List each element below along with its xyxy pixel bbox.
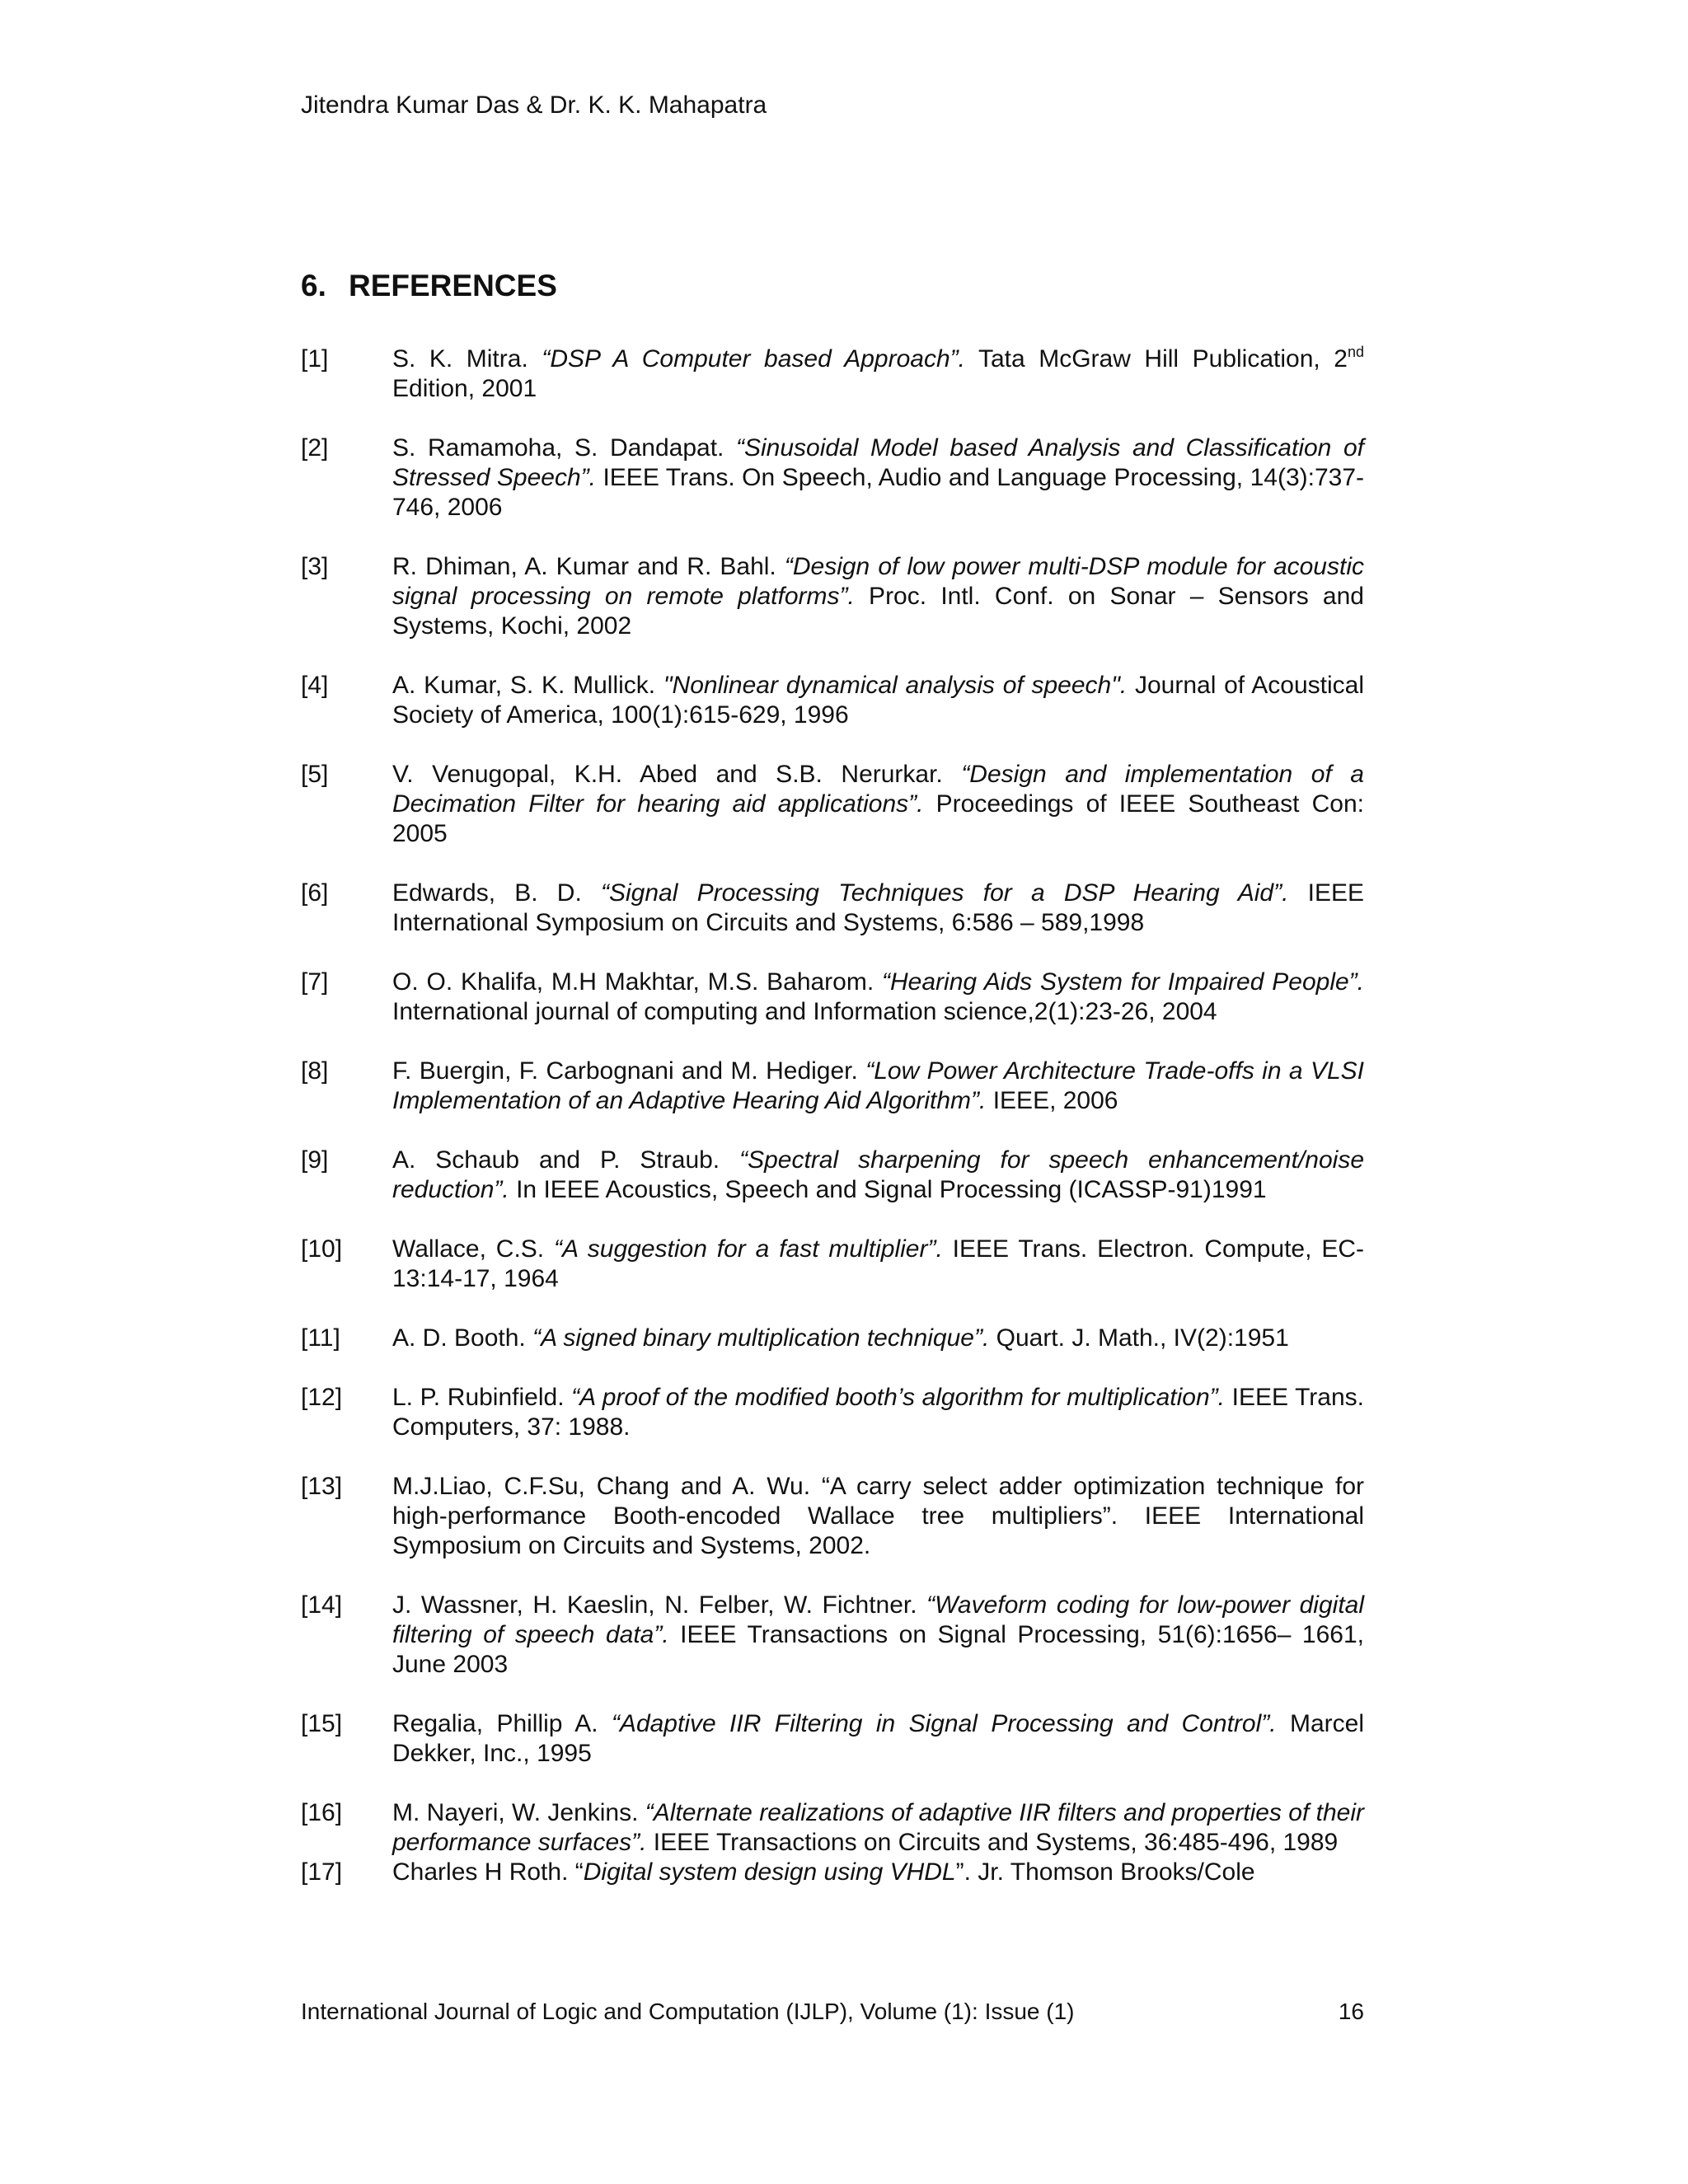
reference-text	[392, 1057, 1364, 1114]
reference-source: IEEE Trans. On Speech, Audio and Language Processing, 14(3):737- 746, 2006	[392, 464, 1365, 521]
reference-authors: Regalia, Phillip A.	[392, 1710, 612, 1737]
reference-source: IEEE International Symposium on Circuits and Systems, 6:586 – 589,1998	[392, 879, 1365, 936]
reference-item	[301, 1591, 1364, 1680]
reference-authors: L. P. Rubinfield.	[392, 1384, 572, 1411]
reference-source: Proceedings of IEEE Southeast Con: 2005	[392, 790, 1364, 847]
reference-label: [8]	[301, 1057, 329, 1085]
reference-text	[392, 1799, 1364, 1856]
reference-item	[301, 1383, 1364, 1442]
reference-source: Tata McGraw Hill Publication, 2	[964, 345, 1348, 373]
reference-authors: A. Schaub and P. Straub.	[392, 1146, 740, 1174]
reference-text	[392, 761, 1364, 847]
reference-label: [14]	[301, 1591, 343, 1619]
reference-text	[392, 1324, 1289, 1352]
reference-source: IEEE Trans. Computers, 37: 1988.	[392, 1384, 1364, 1441]
reference-title: “Spectral sharpening for speech enhancement/noise reduction”.	[392, 1146, 1365, 1203]
reference-title: “A suggestion for a fast multiplier”.	[554, 1235, 943, 1263]
reference-label: [4]	[301, 672, 329, 699]
reference-title: “A signed binary multiplication technique”.	[532, 1324, 990, 1352]
reference-title: “Design of low power multi-DSP module for acoustic signal processing on remote platforms”.	[392, 553, 1364, 610]
reference-title: "Nonlinear dynamical analysis of speech".	[663, 672, 1128, 699]
reference-authors: M. Nayeri, W. Jenkins.	[392, 1799, 645, 1826]
reference-source: IEEE Trans. Electron. Compute, EC-13:14-17, 1964	[392, 1235, 1364, 1292]
section-heading	[301, 268, 557, 304]
reference-source-continued: Edition, 2001	[392, 375, 537, 402]
reference-title: “Signal Processing Techniques for a DSP Hearing Aid”.	[601, 879, 1289, 907]
reference-source: Quart. J. Math., IV(2):1951	[989, 1324, 1289, 1352]
reference-label: [1]	[301, 345, 329, 373]
reference-title: “Design and implementation of a Decimation Filter for hearing aid applications”.	[392, 761, 1364, 818]
reference-source: Journal of Acoustical Society of America, 100(1):615-629, 1996	[392, 672, 1364, 729]
reference-label: [7]	[301, 968, 329, 996]
page-number: 16	[1338, 1999, 1364, 2024]
section-number: 6.	[301, 269, 326, 302]
reference-text	[392, 1858, 1255, 1886]
reference-label: [2]	[301, 434, 329, 462]
reference-item	[301, 1324, 1364, 1353]
reference-authors: S. K. Mitra.	[392, 345, 542, 373]
reference-item	[301, 552, 1364, 641]
reference-text	[392, 434, 1364, 521]
reference-title: Digital system design using VHDL	[583, 1858, 956, 1886]
reference-source: International journal of computing and Information science,2(1):23-26, 2004	[392, 998, 1217, 1025]
reference-item	[301, 1709, 1364, 1769]
reference-item	[301, 879, 1364, 938]
reference-text	[392, 1710, 1364, 1767]
reference-source: ”. Jr. Thomson Brooks/Cole	[955, 1858, 1255, 1886]
reference-title: “Adaptive IIR Filtering in Signal Processing and Control”.	[611, 1710, 1277, 1737]
reference-label: [12]	[301, 1384, 343, 1411]
reference-item	[301, 1146, 1364, 1205]
reference-label: [3]	[301, 553, 329, 580]
reference-text	[392, 1146, 1364, 1203]
reference-authors: M.J.Liao, C.F.Su, Chang and A. Wu. “A carry select adder optimization technique for high-performance Booth-encoded Wallace tree multipliers”. IEEE International Symposium on Circuits and Systems, 2002.	[392, 1473, 1364, 1559]
running-header: Jitendra Kumar Das & Dr. K. K. Mahapatra	[301, 91, 767, 119]
footer-journal: International Journal of Logic and Computation (IJLP), Volume (1): Issue (1)	[301, 1999, 1075, 2024]
reference-authors: R. Dhiman, A. Kumar and R. Bahl.	[392, 553, 785, 580]
reference-item	[301, 671, 1364, 730]
reference-label: [10]	[301, 1235, 343, 1263]
reference-text	[392, 1235, 1364, 1292]
reference-text	[392, 1384, 1364, 1441]
reference-source: IEEE, 2006	[986, 1087, 1118, 1114]
reference-authors: S. Ramamoha, S. Dandapat.	[392, 434, 737, 462]
reference-authors: F. Buergin, F. Carbognani and M. Hediger.	[392, 1057, 866, 1085]
reference-authors: Wallace, C.S.	[392, 1235, 555, 1263]
reference-superscript: nd	[1347, 344, 1364, 360]
reference-item	[301, 1798, 1364, 1858]
reference-label: [17]	[301, 1858, 343, 1886]
reference-text	[392, 1591, 1364, 1678]
reference-item	[301, 1057, 1364, 1116]
reference-item	[301, 1472, 1364, 1561]
reference-authors: O. O. Khalifa, M.H Makhtar, M.S. Baharom.	[392, 968, 883, 996]
reference-label: [16]	[301, 1799, 343, 1826]
reference-label: [9]	[301, 1146, 329, 1174]
reference-source: Proc. Intl. Conf. on Sonar – Sensors and Systems, Kochi, 2002	[392, 583, 1364, 640]
reference-label: [13]	[301, 1473, 343, 1500]
reference-item	[301, 434, 1364, 523]
reference-text	[392, 968, 1364, 1025]
reference-source: In IEEE Acoustics, Speech and Signal Processing (ICASSP-91)1991	[509, 1176, 1267, 1203]
reference-authors: Charles H Roth. “	[392, 1858, 584, 1886]
reference-label: [6]	[301, 879, 329, 907]
reference-text	[392, 672, 1364, 729]
reference-source: Marcel Dekker, Inc., 1995	[392, 1710, 1364, 1767]
section-title: REFERENCES	[349, 269, 557, 302]
reference-title: “Low Power Architecture Trade-offs in a VLSI Implementation of an Adaptive Hearing Aid Algorithm”.	[392, 1057, 1364, 1114]
reference-text	[392, 553, 1364, 640]
reference-label: [11]	[301, 1324, 340, 1352]
reference-source: IEEE Transactions on Signal Processing, 51(6):1656– 1661, June 2003	[392, 1621, 1364, 1678]
reference-title: “Alternate realizations of adaptive IIR filters and properties of their performance surfaces”.	[392, 1799, 1365, 1856]
reference-item	[301, 344, 1364, 404]
reference-title: “Sinusoidal Model based Analysis and Classification of Stressed Speech”.	[392, 434, 1364, 491]
reference-authors: A. Kumar, S. K. Mullick.	[392, 672, 663, 699]
reference-title: “A proof of the modified booth’s algorithm for multiplication”.	[571, 1384, 1225, 1411]
reference-title: “DSP A Computer based Approach”.	[542, 345, 965, 373]
reference-text	[392, 345, 1364, 402]
reference-authors: J. Wassner, H. Kaeslin, N. Felber, W. Fichtner.	[392, 1591, 927, 1619]
reference-source: IEEE Transactions on Circuits and Systems, 36:485-496, 1989	[646, 1829, 1339, 1856]
reference-item	[301, 1235, 1364, 1294]
reference-title: “Hearing Aids System for Impaired People”.	[882, 968, 1364, 996]
reference-item	[301, 968, 1364, 1027]
reference-authors: V. Venugopal, K.H. Abed and S.B. Nerurkar.	[392, 761, 962, 788]
reference-authors: A. D. Booth.	[392, 1324, 533, 1352]
reference-list	[301, 344, 1364, 1917]
reference-text	[392, 879, 1364, 936]
reference-label: [5]	[301, 761, 329, 788]
reference-title: “Waveform coding for low-power digital filtering of speech data”.	[392, 1591, 1364, 1648]
reference-authors: Edwards, B. D.	[392, 879, 601, 907]
reference-item	[301, 1858, 1364, 1887]
reference-text	[392, 1473, 1364, 1559]
reference-item	[301, 760, 1364, 849]
reference-label: [15]	[301, 1710, 343, 1737]
page-footer	[301, 1998, 1364, 2026]
